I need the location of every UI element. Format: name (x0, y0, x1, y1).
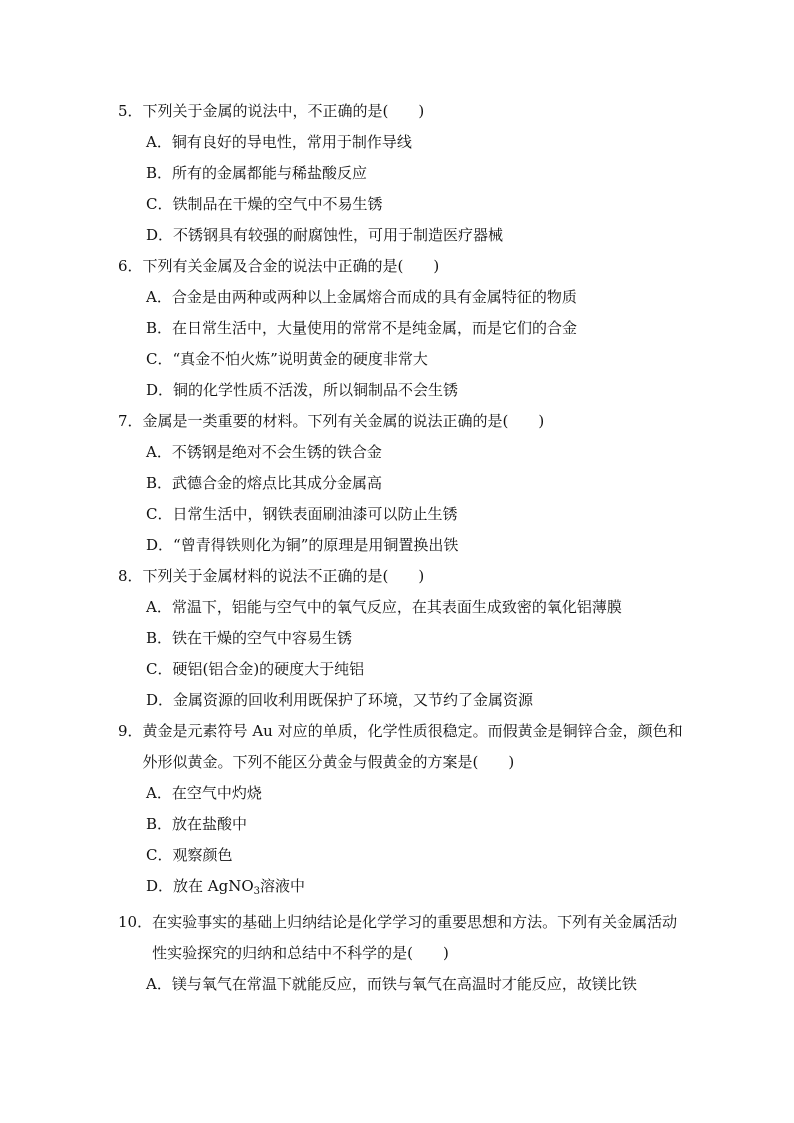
question-6 (118, 251, 688, 406)
question-stem (118, 561, 688, 592)
option-c: C．铁制品在干燥的空气中不易生锈 (146, 195, 383, 213)
option-d-suffix: 溶液中 (260, 877, 306, 895)
option-b: B．所有的金属都能与稀盐酸反应 (146, 164, 368, 182)
question-8 (118, 561, 688, 716)
question-number: 7． (118, 412, 143, 430)
option-a: A．合金是由两种或两种以上金属熔合而成的具有金属特征的物质 (146, 288, 577, 306)
option-a: A．在空气中灼烧 (146, 784, 262, 802)
question-7 (118, 406, 688, 561)
question-stem (118, 406, 688, 437)
question-text: 下列关于金属材料的说法不正确的是( ) (142, 567, 425, 585)
option-b: B．铁在干燥的空气中容易生锈 (146, 629, 353, 647)
question-text: 黄金是元素符号 Au 对应的单质，化学性质很稳定。而假黄金是铜锌合金，颜色和外形似黄金。下列不能区分黄金与假黄金的方案是( ) (142, 722, 683, 771)
option-a: A．铜有良好的导电性，常用于制作导线 (146, 133, 412, 151)
option-c: C．“真金不怕火炼”说明黄金的硬度非常大 (146, 350, 428, 368)
question-number: 8． (118, 567, 143, 585)
option-c: C．日常生活中，钢铁表面刷油漆可以防止生锈 (146, 505, 458, 523)
option-c: C．硬铝(铝合金)的硬度大于纯铝 (146, 660, 365, 678)
option-d: D．“曾青得铁则化为铜”的原理是用铜置换出铁 (146, 536, 459, 554)
option-c: C．观察颜色 (146, 846, 233, 864)
question-9 (118, 716, 688, 907)
option-d: D．不锈钢具有较强的耐腐蚀性，可用于制造医疗器械 (146, 226, 504, 244)
question-number: 5． (118, 102, 143, 120)
option-b: B．放在盐酸中 (146, 815, 248, 833)
question-stem (118, 96, 688, 127)
option-a: A．常温下，铝能与空气中的氧气反应，在其表面生成致密的氧化铝薄膜 (146, 598, 622, 616)
question-stem (118, 716, 688, 778)
exam-page (118, 96, 688, 1000)
option-d: D．铜的化学性质不活泼，所以铜制品不会生锈 (146, 381, 459, 399)
option-b: B．武德合金的熔点比其成分金属高 (146, 474, 383, 492)
question-stem (118, 907, 688, 969)
option-a: A．镁与氧气在常温下就能反应，而铁与氧气在高温时才能反应，故镁比铁 (146, 975, 637, 993)
question-10 (118, 907, 688, 1000)
subscript: 3 (253, 886, 261, 897)
question-5 (118, 96, 688, 251)
option-d: D．金属资源的回收利用既保护了环境，又节约了金属资源 (146, 691, 534, 709)
option-a: A．不锈钢是绝对不会生锈的铁合金 (146, 443, 382, 461)
option-d (118, 871, 688, 907)
question-number: 6． (118, 257, 143, 275)
question-text: 在实验事实的基础上归纳结论是化学学习的重要思想和方法。下列有关金属活动性实验探究的归纳和总结中不科学的是( ) (152, 913, 678, 962)
question-text: 金属是一类重要的材料。下列有关金属的说法正确的是( ) (142, 412, 545, 430)
question-stem (118, 251, 688, 282)
question-number: 9． (118, 722, 143, 740)
question-text: 下列关于金属的说法中，不正确的是( ) (142, 102, 425, 120)
option-d-prefix: D．放在 AgNO (146, 877, 254, 895)
question-text: 下列有关金属及合金的说法中正确的是( ) (142, 257, 440, 275)
option-b: B．在日常生活中，大量使用的常常不是纯金属，而是它们的合金 (146, 319, 578, 337)
question-number: 10． (118, 913, 153, 931)
